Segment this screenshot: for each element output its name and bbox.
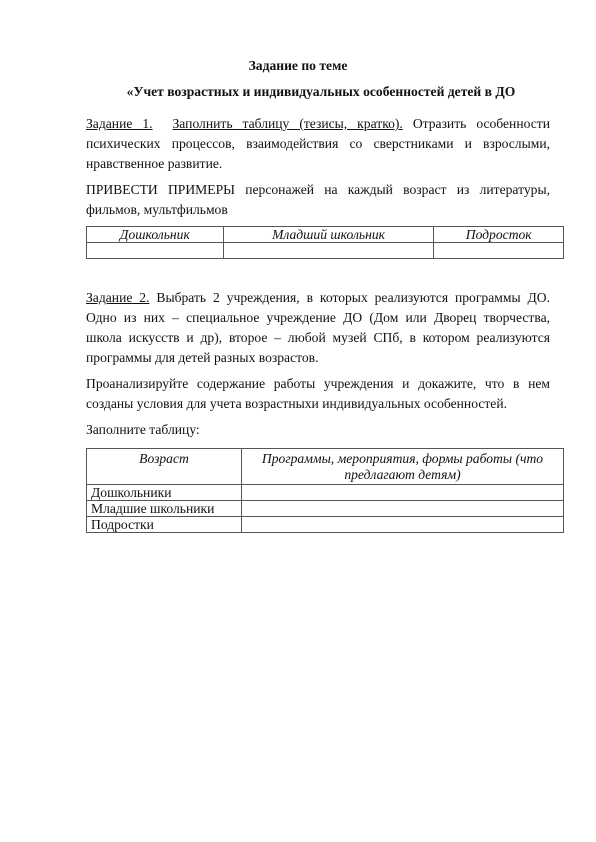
task2-paragraph: [86, 288, 550, 368]
table-header-row: [87, 227, 564, 243]
col-teenager: Подросток: [434, 227, 564, 243]
table-cell[interactable]: [242, 485, 564, 501]
row-label-preschoolers: Дошкольники: [87, 485, 242, 501]
table-cell[interactable]: [434, 243, 564, 259]
table-header-row: [87, 449, 564, 485]
row-label-teenagers: Подростки: [87, 517, 242, 533]
table-cell[interactable]: [242, 517, 564, 533]
row-label-junior-schoolers: Младшие школьники: [87, 501, 242, 517]
task1-examples: ПРИВЕСТИ ПРИМЕРЫ персонажей на каждый возраст из литературы, фильмов, мультфильмов: [86, 182, 550, 217]
col-preschooler: Дошкольник: [87, 227, 224, 243]
col-junior-schooler: Младший школьник: [223, 227, 434, 243]
document-subtitle: «Учет возрастных и индивидуальных особенностей детей в ДО: [126, 84, 516, 99]
task1-label: Задание 1.: [86, 116, 153, 131]
task2-fill: Заполните таблицу:: [86, 422, 200, 437]
col-programs: Программы, мероприятия, формы работы (что предлагают детям): [242, 449, 564, 485]
table-cell[interactable]: [87, 243, 224, 259]
task1-table: [86, 226, 564, 259]
task2-label: Задание 2.: [86, 290, 150, 305]
task1-instruction: Заполнить таблицу (тезисы, кратко).: [172, 116, 403, 131]
table-row: [87, 243, 564, 259]
task2-analyze: Проанализируйте содержание работы учреждения и докажите, что в нем созданы условия для учета возрастныхи индивидуальных особенностей.: [86, 376, 550, 411]
document-title: Задание по теме: [248, 58, 348, 73]
col-age: Возраст: [87, 449, 242, 485]
table-row: [87, 485, 564, 501]
task1-paragraph: [86, 114, 550, 174]
task2-table: [86, 448, 564, 533]
task1-text: Отразить особенности психических процессов, взаимодействия со сверстниками и взрослыми, нравственное развитие.: [86, 116, 550, 171]
table-row: [87, 517, 564, 533]
table-cell[interactable]: [223, 243, 434, 259]
table-cell[interactable]: [242, 501, 564, 517]
table-row: [87, 501, 564, 517]
task2-text: Выбрать 2 учреждения, в которых реализуются программы ДО. Одно из них – специальное учреждение ДО (Дом или Дворец творчества, школа искусств и др), второе – любой музей СПб, в котором реализуются программы для детей разных возрастов.: [86, 290, 550, 365]
